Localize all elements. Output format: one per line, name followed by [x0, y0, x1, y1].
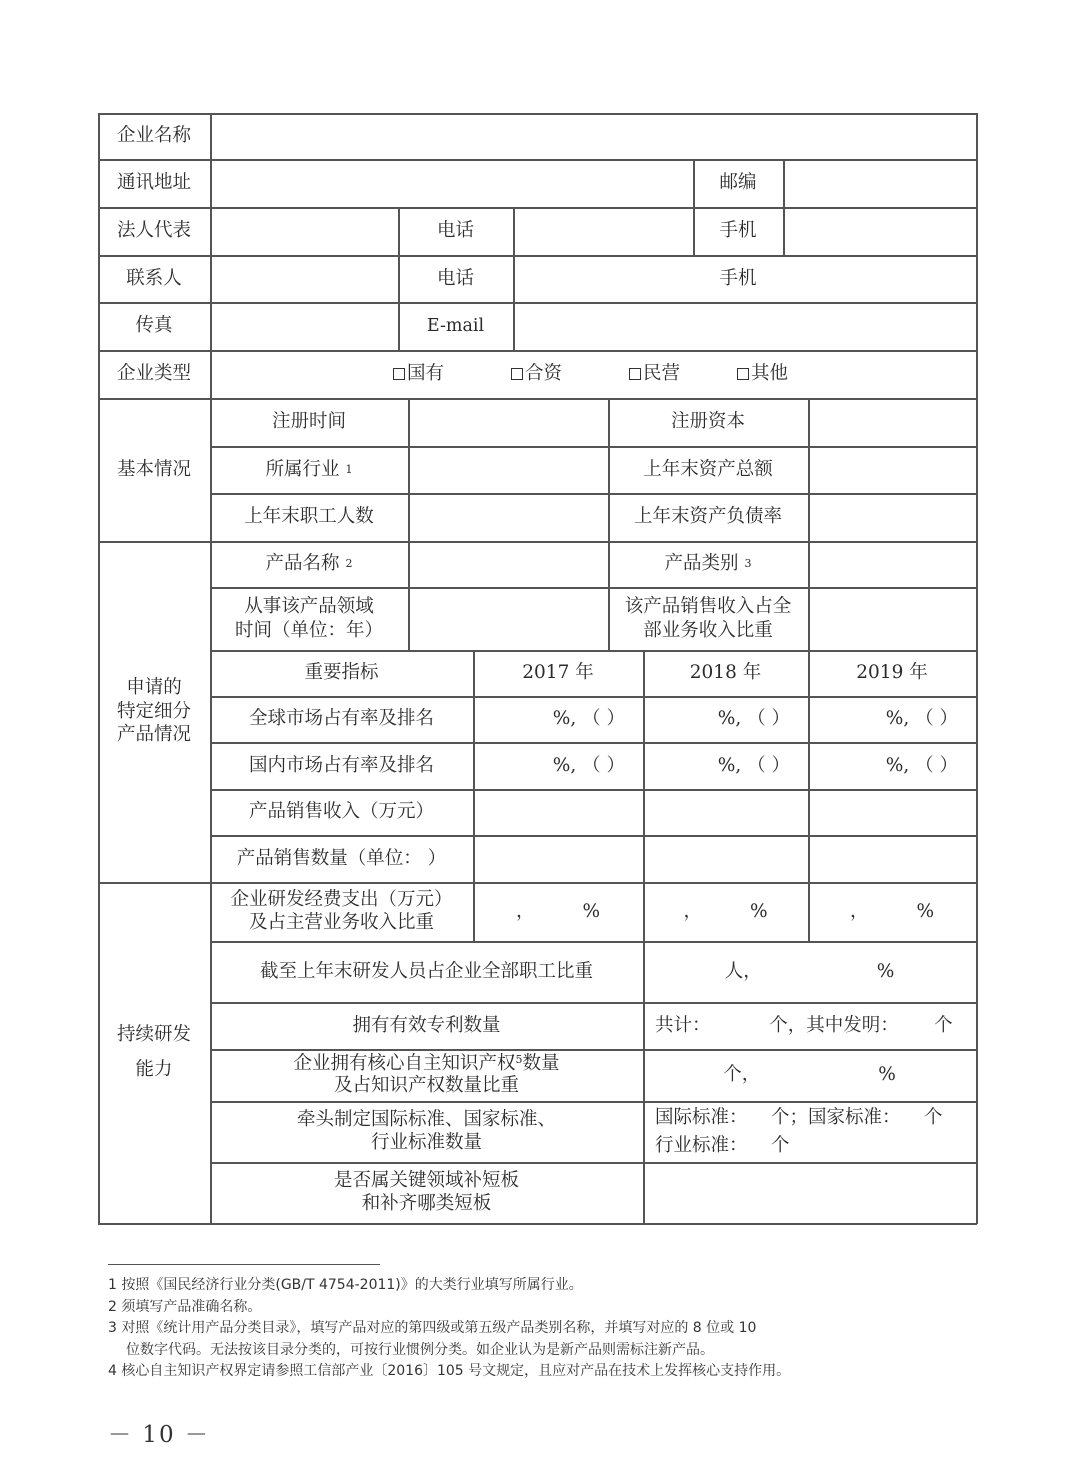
label-line: 及占知识产权数量比重: [333, 1075, 519, 1096]
core-ip-text: 数量: [522, 1052, 560, 1074]
postcode-label: 邮编: [719, 172, 757, 194]
checkbox-icon: [393, 368, 405, 380]
revenue-share-label: [608, 587, 808, 650]
type-option-label: 合资: [525, 363, 563, 385]
label-line: 申请的: [126, 676, 182, 698]
rd-pct: %: [916, 900, 935, 922]
company-name-label: 企业名称: [116, 125, 191, 147]
reg-time-label: 注册时间: [271, 411, 346, 433]
label-line: 持续研发: [116, 1024, 191, 1046]
rd-comma: ，: [849, 900, 869, 922]
rd-staff-value: [643, 941, 976, 1002]
rule: [808, 398, 810, 650]
type-option-other[interactable]: [737, 350, 807, 398]
core-ip-label: [210, 1049, 643, 1101]
label-line: 国际标准： 个；国家标准： 个: [655, 1106, 943, 1128]
rule: [98, 159, 977, 161]
rd-spend-2017: [473, 882, 643, 941]
year-2018-header: 2018 年: [689, 662, 762, 684]
global-share-2019: %, （ ）: [885, 708, 958, 730]
rd-spend-2019: [808, 882, 976, 941]
footnote-separator: [108, 1264, 380, 1265]
rd-spend-2018: [643, 882, 808, 941]
patents-value: 共计： 个，其中发明： 个: [655, 1014, 953, 1036]
product-category-label: 产品类别 3: [664, 553, 752, 575]
label-line: 从事该产品领域: [244, 595, 374, 617]
label-line: 产品情况: [116, 724, 191, 746]
basic-info-label: 基本情况: [116, 458, 191, 480]
sales-revenue-label: 产品销售收入（万元）: [248, 801, 434, 823]
contact-label: 联系人: [126, 267, 182, 289]
type-option-jv[interactable]: [511, 350, 581, 398]
domestic-share-label: 国内市场占有率及排名: [248, 754, 434, 776]
footnote-3: 3 对照《统计用产品分类目录》，填写产品对应的第四级或第五级产品类别名称，并填写对应的 8 位或 10: [108, 1320, 757, 1336]
label-line: [293, 1053, 559, 1075]
years-engaged-label: [210, 587, 408, 650]
key-field-label: [210, 1162, 643, 1223]
type-option-label: 民营: [643, 363, 681, 385]
checkbox-icon: [629, 368, 641, 380]
page-number: － 10 －: [108, 1422, 210, 1448]
mobile-label: 手机: [719, 220, 757, 242]
employees-label: 上年末职工人数: [244, 506, 374, 528]
product-category-text: 产品类别: [664, 553, 739, 575]
product-name-label: 产品名称 2: [265, 553, 353, 575]
core-ip-count: 个，: [723, 1064, 761, 1086]
rule: [98, 255, 977, 257]
contact-mobile-label: 手机: [719, 267, 757, 289]
application-form-table: [98, 113, 977, 1224]
core-ip-text: 企业拥有核心自主知识产权: [293, 1052, 516, 1074]
rd-staff-person: 人，: [724, 960, 762, 982]
domestic-share-2017: %, （ ）: [552, 754, 625, 776]
rule: [976, 113, 978, 1224]
rule: [98, 1223, 977, 1225]
address-label: 通讯地址: [116, 172, 191, 194]
rule: [98, 113, 977, 115]
reg-capital-label: 注册资本: [670, 411, 745, 433]
global-share-2017: %, （ ）: [552, 708, 625, 730]
fax-label: 传真: [135, 315, 173, 337]
rule: [408, 398, 410, 650]
domestic-share-2019: %, （ ）: [885, 754, 958, 776]
global-share-label: 全球市场占有率及排名: [248, 708, 434, 730]
footnote-ref: 5: [515, 1052, 523, 1066]
industry-label: 所属行业 1: [265, 458, 353, 480]
standards-label: [210, 1101, 643, 1162]
core-ip-pct: %: [878, 1064, 896, 1086]
sales-volume-label: 产品销售数量（单位： ）: [236, 847, 447, 869]
type-option-private[interactable]: [629, 350, 699, 398]
core-ip-value: [643, 1049, 976, 1101]
product-section-label: [98, 541, 210, 882]
footnote-2: 2 须填写产品准确名称。: [108, 1298, 262, 1315]
company-type-label: 企业类型: [116, 363, 191, 385]
year-2019-header: 2019 年: [856, 662, 928, 684]
rd-comma: ，: [515, 900, 535, 922]
label-line: 能力: [135, 1058, 173, 1080]
rule: [98, 302, 977, 304]
rule: [513, 207, 515, 350]
footnote-1: 1 按照《国民经济行业分类(GB/T 4754-2011)》的大类行业填写所属行业。: [108, 1277, 583, 1293]
rd-comma: ，: [683, 900, 702, 922]
label-line: 特定细分: [116, 700, 191, 722]
type-option-state[interactable]: [393, 350, 463, 398]
debt-ratio-label: 上年末资产负债率: [633, 506, 782, 528]
label-line: 及占主营业务收入比重: [248, 911, 434, 933]
label-line: 时间（单位：年）: [234, 619, 383, 641]
patents-label: 拥有有效专利数量: [352, 1014, 501, 1036]
label-line: 行业标准数量: [370, 1131, 482, 1153]
rd-pct: %: [749, 900, 768, 922]
checkbox-icon: [511, 368, 523, 380]
label-line: 是否属关键领域补短板: [333, 1170, 519, 1192]
rd-staff-label: 截至上年末研发人员占企业全部职工比重: [259, 960, 593, 982]
rd-spend-label: [210, 882, 473, 941]
rd-section-label: [98, 882, 210, 1223]
label-line: 牵头制定国际标准、国家标准、: [296, 1109, 556, 1131]
phone-label: 电话: [436, 220, 474, 242]
label-line: 企业研发经费支出（万元）: [230, 889, 453, 911]
industry-text: 所属行业: [265, 458, 340, 480]
label-line: 部业务收入比重: [643, 619, 773, 641]
label-line: 行业标准： 个: [655, 1134, 790, 1156]
footnotes: [108, 1275, 790, 1383]
label-line: 该产品销售收入占全: [624, 595, 792, 617]
domestic-share-2018: %, （ ）: [717, 754, 790, 776]
email-label: E-mail: [426, 315, 485, 336]
legal-rep-label: 法人代表: [116, 220, 191, 242]
rd-staff-pct: %: [876, 960, 895, 982]
rd-pct: %: [582, 900, 601, 922]
year-2017-header: 2017 年: [522, 662, 594, 684]
total-assets-label: 上年末资产总额: [643, 458, 773, 480]
product-name-text: 产品名称: [265, 553, 340, 575]
standards-value: [643, 1101, 976, 1162]
type-option-label: 国有: [407, 363, 445, 385]
global-share-2018: %, （ ）: [717, 708, 790, 730]
contact-phone-label: 电话: [436, 267, 474, 289]
rule: [98, 207, 977, 209]
label-line: 和补齐哪类短板: [361, 1192, 492, 1214]
indicators-header: 重要指标: [304, 662, 379, 684]
type-option-label: 其他: [751, 363, 789, 385]
checkbox-icon: [737, 368, 749, 380]
footnote-3-cont: 位数字代码。无法按该目录分类的，可按行业惯例分类。如企业认为是新产品则需标注新产品。: [126, 1341, 714, 1358]
footnote-4: 4 核心自主知识产权界定请参照工信部产业〔2016〕105 号文规定，且应对产品在技术上发挥核心支持作用。: [108, 1363, 791, 1379]
rule: [783, 159, 785, 255]
